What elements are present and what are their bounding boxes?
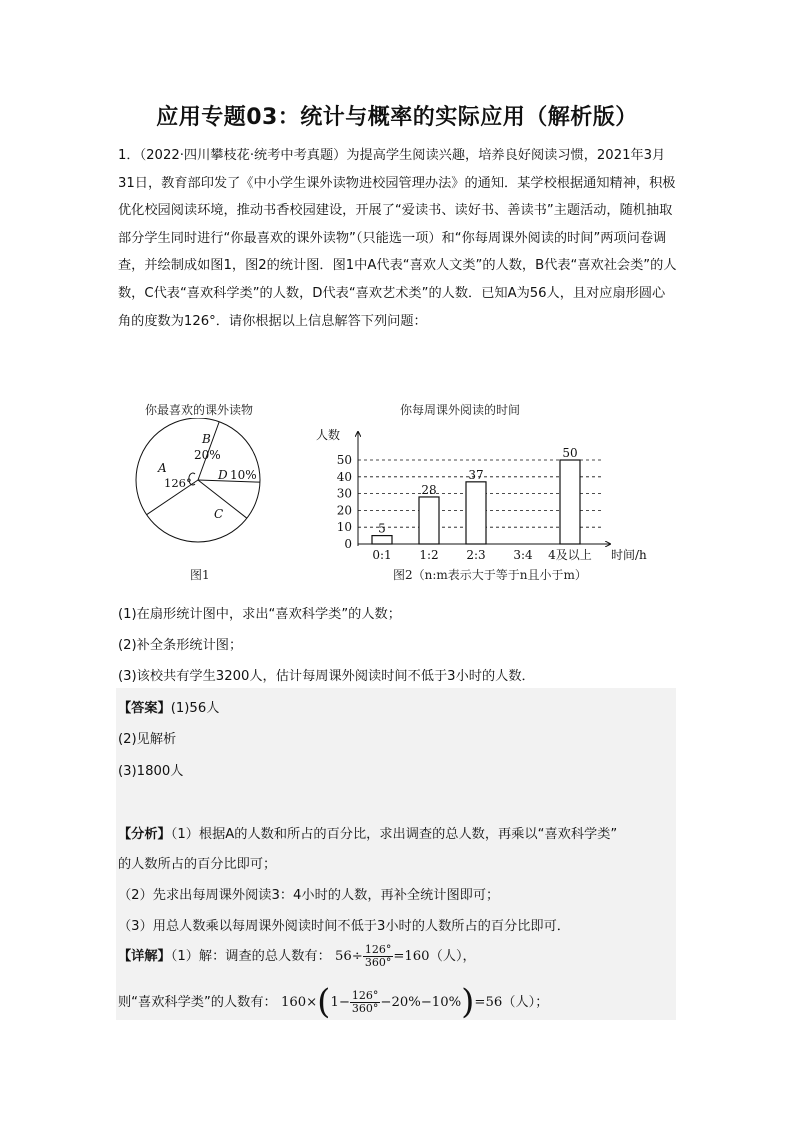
bar-chart xyxy=(310,420,670,565)
y-tick-label: 30 xyxy=(336,486,352,501)
detail-expr-1a: 56÷ xyxy=(335,949,363,964)
analysis-text-1a: （1）根据A的人数和所占的百分比，求出调查的总人数，再乘以“喜欢科学类” xyxy=(170,827,618,842)
answer-line-1 xyxy=(118,697,219,716)
detail-text-2: 则“喜欢科学类”的人数有： xyxy=(118,995,277,1010)
bar xyxy=(560,460,580,544)
fraction-126-360 xyxy=(363,944,394,969)
pie-label-d: D xyxy=(218,468,228,482)
answer-1: (1)56人 xyxy=(170,701,220,716)
pie-label-a: A xyxy=(158,461,167,475)
bar-chart-caption: 图2（n:m表示大于等于n且小于m） xyxy=(393,568,587,582)
pie-caption: 图1 xyxy=(190,568,210,582)
answer-2: (2)见解析 xyxy=(118,732,177,747)
bar xyxy=(419,497,439,544)
bar-data-label: 50 xyxy=(562,446,578,460)
left-paren: ( xyxy=(317,982,331,1022)
x-tick-label: 1:2 xyxy=(419,548,439,562)
bar-data-label: 5 xyxy=(378,521,386,536)
analysis-label: 【分析】 xyxy=(118,827,171,842)
analysis-text-1b: 的人数所占的百分比即可； xyxy=(118,857,277,872)
x-tick-label: 0:1 xyxy=(372,548,392,562)
bar-chart-title: 你每周课外阅读的时间 xyxy=(400,403,521,417)
fraction-denominator: 360° xyxy=(364,955,392,969)
analysis-text-3: （3）用总人数乘以每周课外阅读时间不低于3小时的人数所占的百分比即可． xyxy=(118,919,570,934)
x-tick-label: 2:3 xyxy=(466,548,486,562)
fraction-numerator: 126° xyxy=(364,942,392,956)
analysis-text-2: （2）先求出每周课外阅读3：4小时的人数，再补全统计图即可； xyxy=(118,888,500,903)
bar-chart-xlabel: 时间/h xyxy=(611,548,647,562)
detail-line-1 xyxy=(118,942,476,972)
sub-question-2: (2)补全条形统计图； xyxy=(118,638,243,653)
pie-label-c: C xyxy=(214,507,224,521)
pie-label-b: B xyxy=(202,432,211,446)
detail-unit-2: （人）； xyxy=(502,995,549,1010)
fraction-denominator-2: 360° xyxy=(351,1001,379,1015)
fraction-numerator-2: 126° xyxy=(351,988,379,1002)
detail-expr-2c: −20%−10% xyxy=(380,995,462,1010)
question-paragraph: 1．（2022·四川攀枝花·统考中考真题）为提高学生阅读兴趣，培养良好阅读习惯，2021年3月31日，教育部印发了《中小学生课外读物进校园管理办法》的通知．某学校根据通知精神，积极优化校园阅读环境，推动书香校园建设，开展了“爱读书、读好书、善读书”主题活动，随机抽取部分学生同时进行“你最喜欢的课外读物”（只能选一项）和“你每周课外阅读的时间”两项问卷调查，并绘制成如图1，图2的统计图．图1中A代表“喜欢人文类”的人数，B代表“喜欢社会类”的人数，C代表“喜欢科学类”的人数，D代表“喜欢艺术类”的人数．已知A为56人，且对应扇形圆心角的度数为126°．请你根据以上信息解答下列问题： xyxy=(118,148,677,329)
x-tick-label: 3:4 xyxy=(513,548,533,562)
y-tick-label: 20 xyxy=(336,503,352,518)
pie-title: 你最喜欢的课外读物 xyxy=(145,403,254,417)
detail-expr-2d: =56 xyxy=(474,995,503,1010)
bar-chart-ylabel: 人数 xyxy=(316,428,341,442)
y-tick-label: 10 xyxy=(336,520,352,535)
right-paren: ) xyxy=(461,982,475,1022)
detail-expr-2a: 160× xyxy=(280,995,318,1010)
pie-chart xyxy=(128,418,268,558)
y-tick-label: 50 xyxy=(336,453,352,467)
detail-label: 【详解】 xyxy=(118,949,171,964)
detail-text-1: （1）解：调查的总人数有： xyxy=(170,949,331,964)
answer-label: 【答案】 xyxy=(118,701,171,716)
page-title: 应用专题03：统计与概率的实际应用（解析版） xyxy=(156,105,638,130)
x-tick-label: 4及以上 xyxy=(548,548,592,562)
bar xyxy=(466,482,486,544)
y-tick-label: 40 xyxy=(336,469,352,484)
y-tick-label: 0 xyxy=(344,537,352,551)
pie-label-b-pct: 20% xyxy=(194,448,221,462)
pie-label-d-pct: 10% xyxy=(230,468,257,482)
pie-label-a-angle: 126° xyxy=(164,476,192,490)
sub-question-3: (3)该校共有学生3200人，估计每周课外阅读时间不低于3小时的人数． xyxy=(118,669,535,684)
detail-line-2 xyxy=(118,982,549,1022)
bar-data-label: 28 xyxy=(421,482,437,497)
bar xyxy=(372,536,392,544)
detail-expr-1b: =160 xyxy=(393,949,430,964)
answer-3: (3)1800人 xyxy=(118,764,184,779)
bar-data-label: 37 xyxy=(468,467,484,482)
detail-unit-1: （人）， xyxy=(429,949,476,964)
detail-expr-2b: 1− xyxy=(330,995,350,1010)
analysis-line-1 xyxy=(118,823,617,842)
fraction-126-360-2 xyxy=(350,990,381,1015)
sub-question-1: (1)在扇形统计图中，求出“喜欢科学类”的人数； xyxy=(118,607,401,622)
